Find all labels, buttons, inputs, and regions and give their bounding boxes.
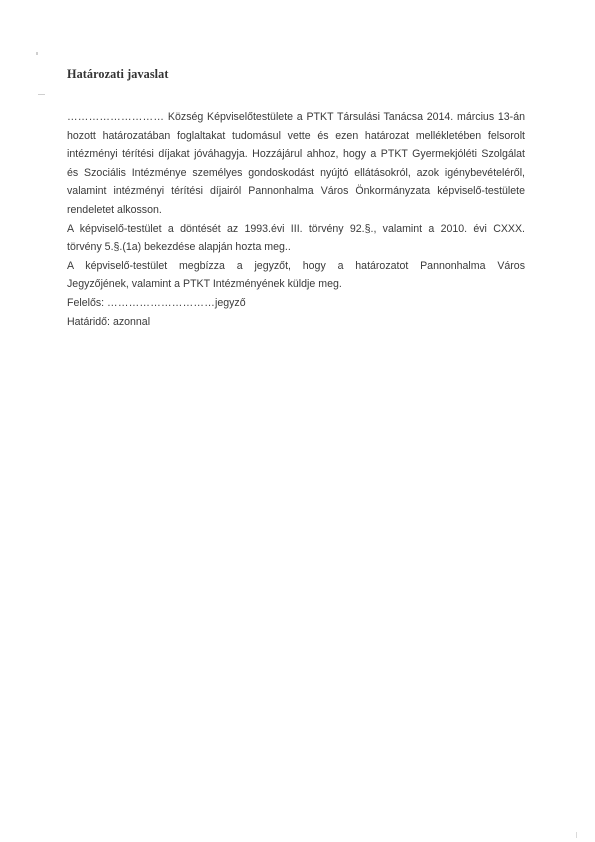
blank-dots: ………………………… bbox=[107, 296, 215, 309]
responsible-line bbox=[67, 294, 525, 313]
text-line: és Szociális Intézménye személyes gondoskodást nyújtó ellátásokról, azok igénybevételéről, bbox=[67, 166, 525, 179]
responsible-label: Felelős: bbox=[67, 296, 108, 309]
deadline-label: Határidő: bbox=[67, 315, 113, 328]
scan-speck bbox=[36, 52, 38, 55]
scan-speck bbox=[38, 94, 45, 95]
text-run: Község Képviselőtestülete a PTKT Társulási Tanácsa 2014. március 13-án bbox=[164, 111, 525, 123]
blank-dots: ……………………… bbox=[67, 111, 165, 123]
text-line: A képviselő-testület a döntését az 1993.évi III. törvény 92.§., valamint a 2010. évi CXXX. bbox=[67, 222, 525, 235]
text-line bbox=[67, 108, 525, 127]
text-line bbox=[67, 313, 525, 332]
deadline-line bbox=[67, 313, 525, 332]
text-line: intézményi térítési díjakat jóváhagyja. Hozzájárul ahhoz, hogy a PTKT Gyermekjóléti Szolgálat bbox=[67, 148, 525, 161]
paragraph-resolution bbox=[67, 108, 525, 220]
text-line: A képviselő-testület megbízza a jegyzőt, hogy a határozatot Pannonhalma Város bbox=[67, 259, 525, 272]
text-line: rendeletet alkosson. bbox=[67, 203, 162, 216]
text-line: valamint intézményi térítési díjairól Pannonhalma Város Önkormányzata képviselő-testülete bbox=[67, 185, 525, 198]
text-line: törvény 5.§.(1a) bekezdése alapján hozta meg.. bbox=[67, 241, 291, 254]
document-body bbox=[67, 108, 525, 331]
document-title: Határozati javaslat bbox=[67, 67, 169, 81]
deadline-value: azonnal bbox=[112, 315, 151, 328]
responsible-value: jegyző bbox=[214, 296, 246, 309]
paragraph-legal-basis bbox=[67, 220, 525, 257]
scan-speck bbox=[576, 832, 577, 838]
text-line bbox=[67, 294, 525, 313]
text-line: Jegyzőjének, valamint a PTKT Intézményének küldje meg. bbox=[67, 278, 342, 291]
paragraph-mandate bbox=[67, 257, 525, 294]
text-line: hozott határozatában foglaltakat tudomásul vette és ezen határozat mellékletében felsorolt bbox=[67, 129, 525, 142]
